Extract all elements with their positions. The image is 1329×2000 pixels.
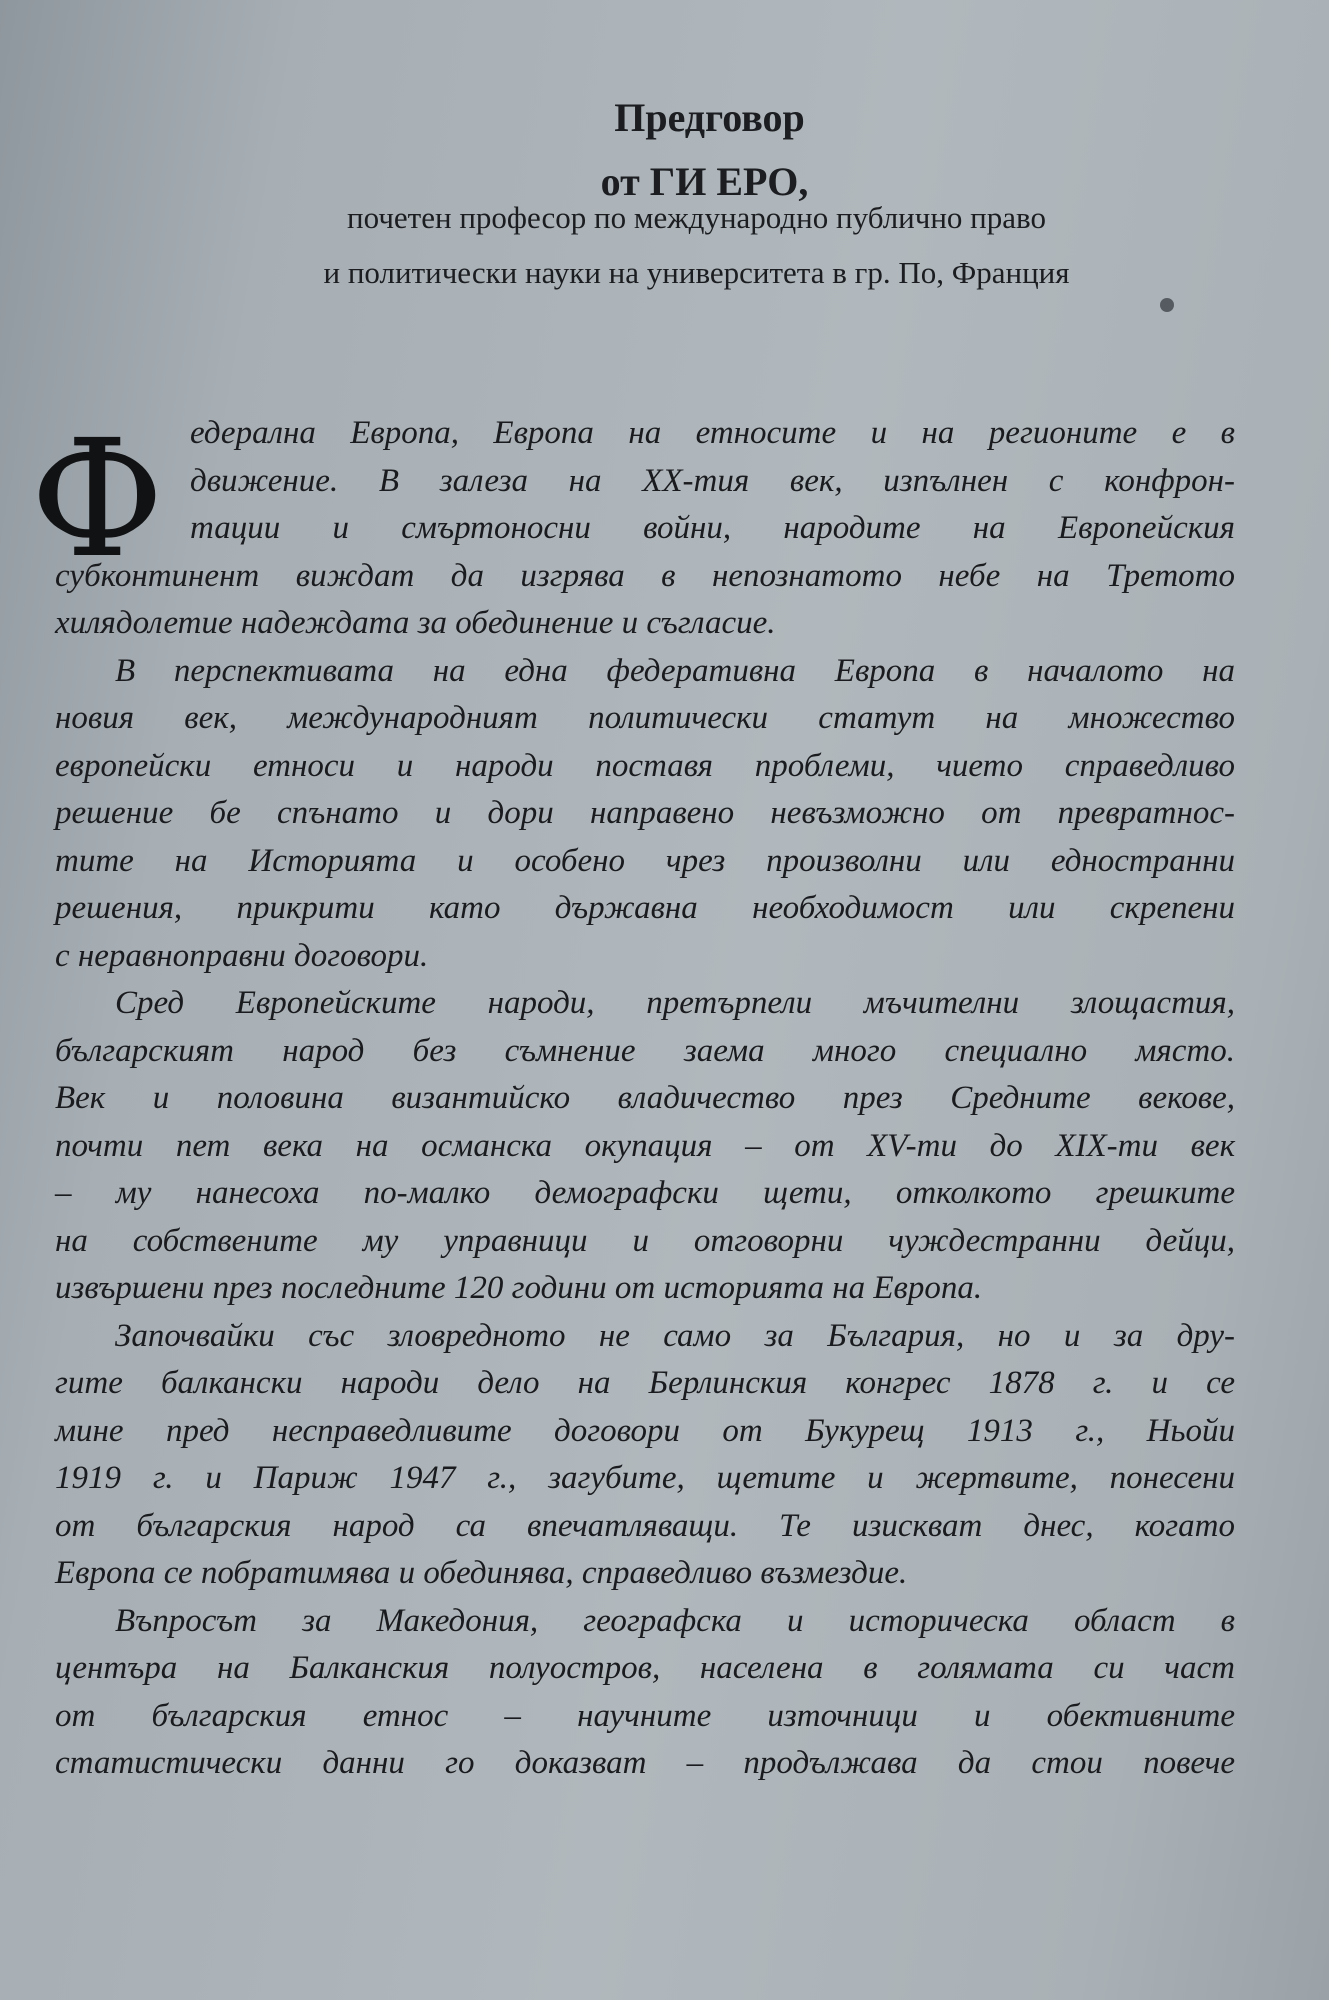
text-line: новия век, международният политически статут на множество xyxy=(55,700,1235,736)
text-line: извършени през последните 120 години от историята на Европа. xyxy=(55,1270,983,1306)
text-line: от българския етнос – научните източници и обективните xyxy=(55,1697,1235,1734)
text-line: европейски етноси и народи поставя проблеми, чието справедливо xyxy=(55,747,1235,784)
text-line: почти пет века на османска окупация – от XV-ти до XIX-ти век xyxy=(55,1127,1235,1164)
ink-spot xyxy=(1160,298,1174,312)
text-line: на собствените му управници и отговорни чуждестранни дейци, xyxy=(55,1222,1235,1259)
paragraph-5 xyxy=(55,1598,1235,1788)
drop-cap: Ф xyxy=(30,406,165,594)
text-line: от българския народ са впечатляващи. Те изискват днес, когато xyxy=(55,1507,1235,1544)
text-line: Започвайки със зловредното не само за България, но и за дру- xyxy=(115,1317,1235,1354)
text-line: В перспективата на една федеративна Европа в началото на xyxy=(115,652,1235,689)
text-line: мине пред несправедливите договори от Букурещ 1913 г., Ньойи xyxy=(55,1412,1235,1449)
text-line: Век и половина византийско владичество през Средните векове, xyxy=(55,1080,1235,1116)
text-line: българският народ без съмнение заема много специално място. xyxy=(55,1032,1235,1069)
text-line: субконтинент виждат да изгрява в непознатото небе на Третото xyxy=(55,557,1235,594)
text-line: статистически данни го доказват – продължава да стои повече xyxy=(55,1745,1235,1781)
page-title: Предговор xyxy=(614,95,805,140)
text-line: центъра на Балканския полуостров, населена в голямата си част xyxy=(55,1650,1235,1686)
text-line: едерална Европа, Европа на етносите и на регионите е в xyxy=(190,415,1235,451)
text-line: Европа се побратимява и обединява, справедливо възмездие. xyxy=(55,1555,908,1591)
text-line: решения, прикрити като държавна необходимост или скрепени xyxy=(55,890,1235,926)
body-text xyxy=(55,410,1235,1788)
text-line: с неравноправни договори. xyxy=(55,937,429,974)
text-line: 1919 г. и Париж 1947 г., загубите, щетите и жертвите, понесени xyxy=(55,1460,1235,1496)
text-line: тации и смъртоносни войни, народите на Европейския xyxy=(190,510,1235,546)
paragraph-4 xyxy=(55,1313,1235,1598)
text-line: Сред Европейските народи, претърпели мъчителни злощастия, xyxy=(115,985,1235,1021)
paragraph-2 xyxy=(55,648,1235,981)
text-line: гите балкански народи дело на Берлинския конгрес 1878 г. и се xyxy=(55,1365,1235,1401)
subtitle-line-1: почетен професор по международно публично право xyxy=(347,200,1046,235)
text-line: тите на Историята и особено чрез произволни или едностранни xyxy=(55,842,1235,879)
text-line: – му нанесоха по-малко демографски щети, отколкото грешките xyxy=(55,1175,1235,1211)
text-line: движение. В залеза на XX-тия век, изпълнен с конфрон- xyxy=(190,462,1235,499)
paragraph-1 xyxy=(55,410,1235,648)
author-line: от ГИ ЕРО, xyxy=(600,159,809,204)
text-line: хилядолетие надеждата за обединение и съгласие. xyxy=(55,605,776,641)
paragraph-3 xyxy=(55,980,1235,1313)
text-line: Въпросът за Македония, географска и историческа област в xyxy=(115,1602,1235,1639)
text-line: решение бе спънато и дори направено невъзможно от превратнос- xyxy=(55,795,1235,831)
subtitle-line-2: и политически науки на университета в гр. По, Франция xyxy=(323,255,1070,290)
